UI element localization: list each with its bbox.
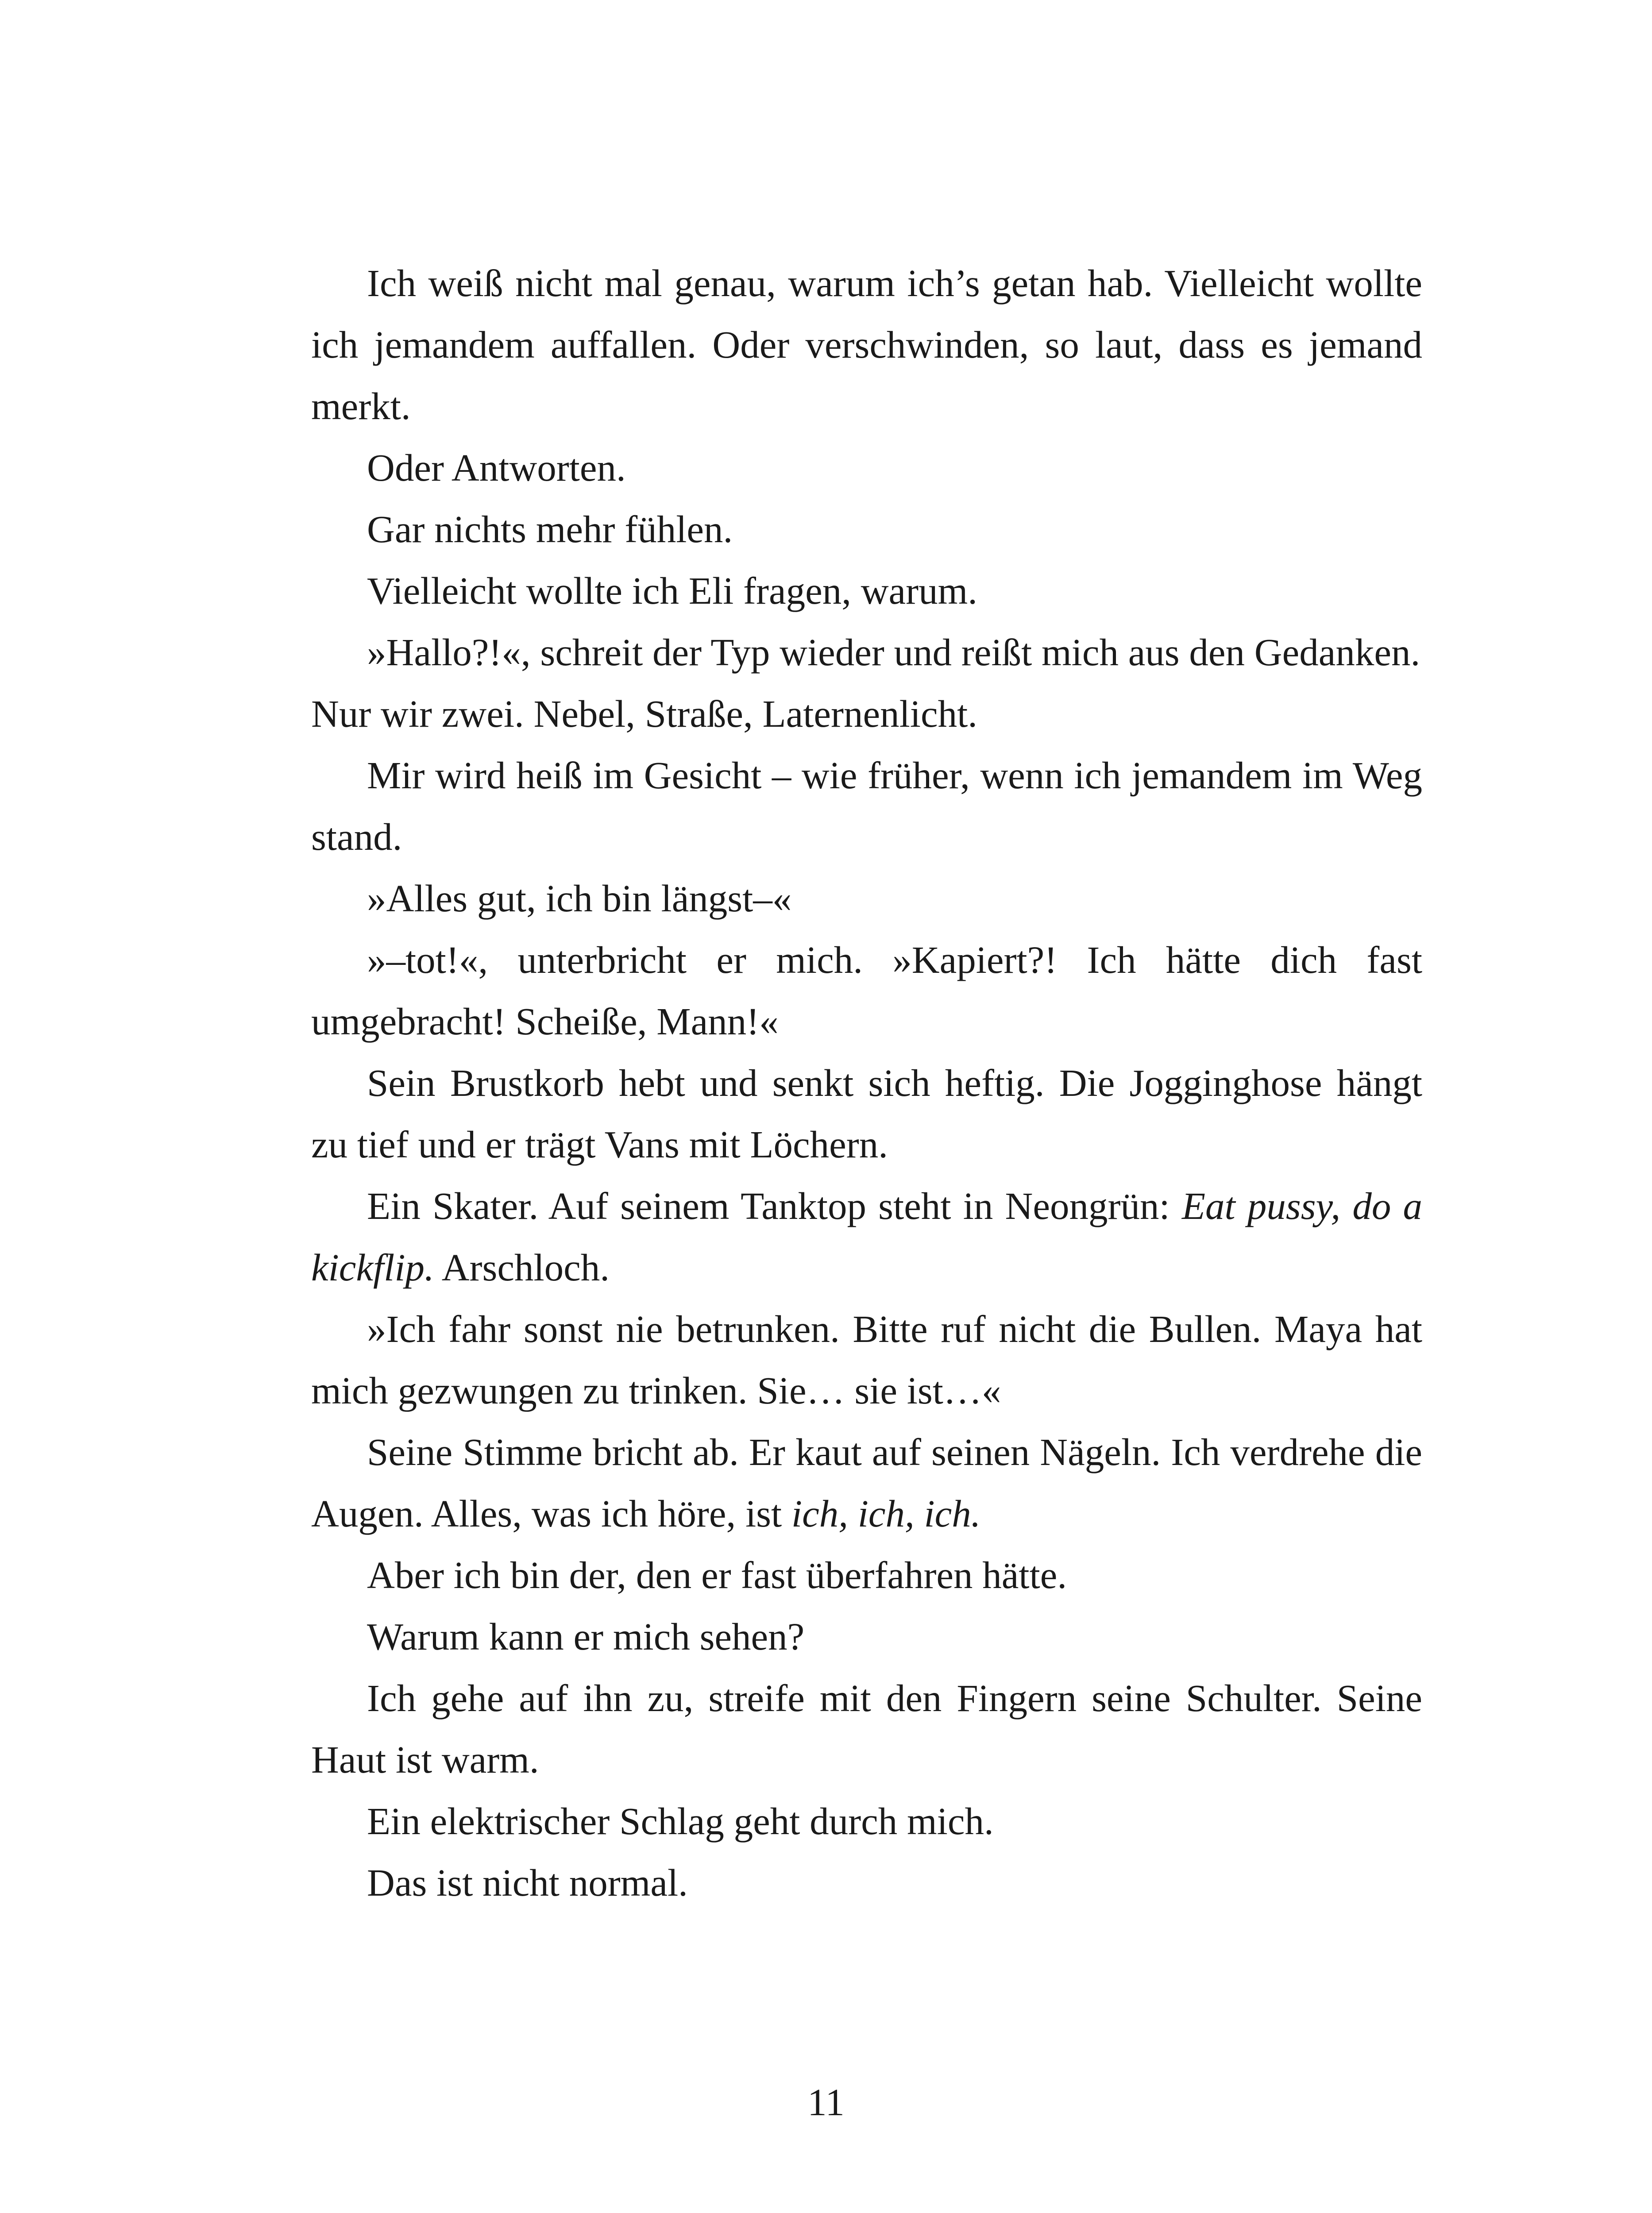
paragraph <box>311 252 1422 437</box>
text-segment: Ich gehe auf ihn zu, streife mit den Fingern seine Schulter. Seine Haut ist warm. <box>311 1677 1422 1781</box>
text-segment: Nur wir zwei. Nebel, Straße, Laternenlicht. <box>311 692 977 735</box>
paragraph <box>311 867 1422 929</box>
text-segment: Oder Antworten. <box>367 446 626 489</box>
paragraph <box>311 683 1422 744</box>
paragraph <box>311 1298 1422 1421</box>
text-segment: »Ich fahr sonst nie betrunken. Bitte ruf nicht die Bullen. Maya hat mich gezwungen zu trinken. Sie… sie ist…« <box>311 1307 1422 1412</box>
text-segment: Das ist nicht normal. <box>367 1861 688 1904</box>
paragraph <box>311 1052 1422 1175</box>
page-number: 11 <box>807 2081 845 2124</box>
paragraph <box>311 1852 1422 1913</box>
text-segment: Gar nichts mehr fühlen. <box>367 508 733 551</box>
text-segment: Mir wird heiß im Gesicht – wie früher, wenn ich jemandem im Weg stand. <box>311 754 1422 858</box>
italic-text: ich, ich, ich. <box>791 1492 981 1535</box>
text-segment: Arschloch. <box>434 1246 610 1289</box>
text-segment: »Alles gut, ich bin längst–« <box>367 877 792 920</box>
paragraph <box>311 1606 1422 1667</box>
paragraph <box>311 1667 1422 1790</box>
paragraph <box>311 744 1422 867</box>
text-segment: Vielleicht wollte ich Eli fragen, warum. <box>367 569 978 612</box>
paragraph <box>311 1790 1422 1852</box>
paragraph <box>311 437 1422 498</box>
paragraph <box>311 560 1422 621</box>
text-segment: Sein Brustkorb hebt und senkt sich heftig. Die Jogginghose hängt zu tief und er trägt Vans mit Löchern. <box>311 1061 1422 1166</box>
text-segment: Ein elektrischer Schlag geht durch mich. <box>367 1800 994 1843</box>
text-segment: »–tot!«, unterbricht er mich. »Kapiert?! Ich hätte dich fast umgebracht! Scheiße, Mann!« <box>311 938 1422 1043</box>
paragraph <box>311 621 1422 683</box>
paragraph <box>311 1544 1422 1606</box>
text-segment: Warum kann er mich sehen? <box>367 1615 805 1658</box>
text-segment: Aber ich bin der, den er fast überfahren hätte. <box>367 1554 1067 1596</box>
paragraph <box>311 1421 1422 1544</box>
body-text <box>311 252 1422 1913</box>
text-segment: Ich weiß nicht mal genau, warum ich’s getan hab. Vielleicht wollte ich jemandem auffallen. Oder verschwinden, so laut, dass es jemand merkt. <box>311 262 1422 428</box>
text-segment: Ein Skater. Auf seinem Tanktop steht in Neongrün: <box>367 1184 1182 1227</box>
paragraph <box>311 929 1422 1052</box>
paragraph <box>311 1175 1422 1298</box>
paragraph <box>311 498 1422 560</box>
text-segment: Seine Stimme bricht ab. Er kaut auf seinen Nägeln. Ich verdrehe die Augen. Alles, was ich höre, ist <box>311 1430 1422 1535</box>
italic-text: Eat pussy, do a kickflip. <box>311 1184 1423 1289</box>
text-segment: »Hallo?!«, schreit der Typ wieder und reißt mich aus den Gedanken. <box>367 631 1420 674</box>
